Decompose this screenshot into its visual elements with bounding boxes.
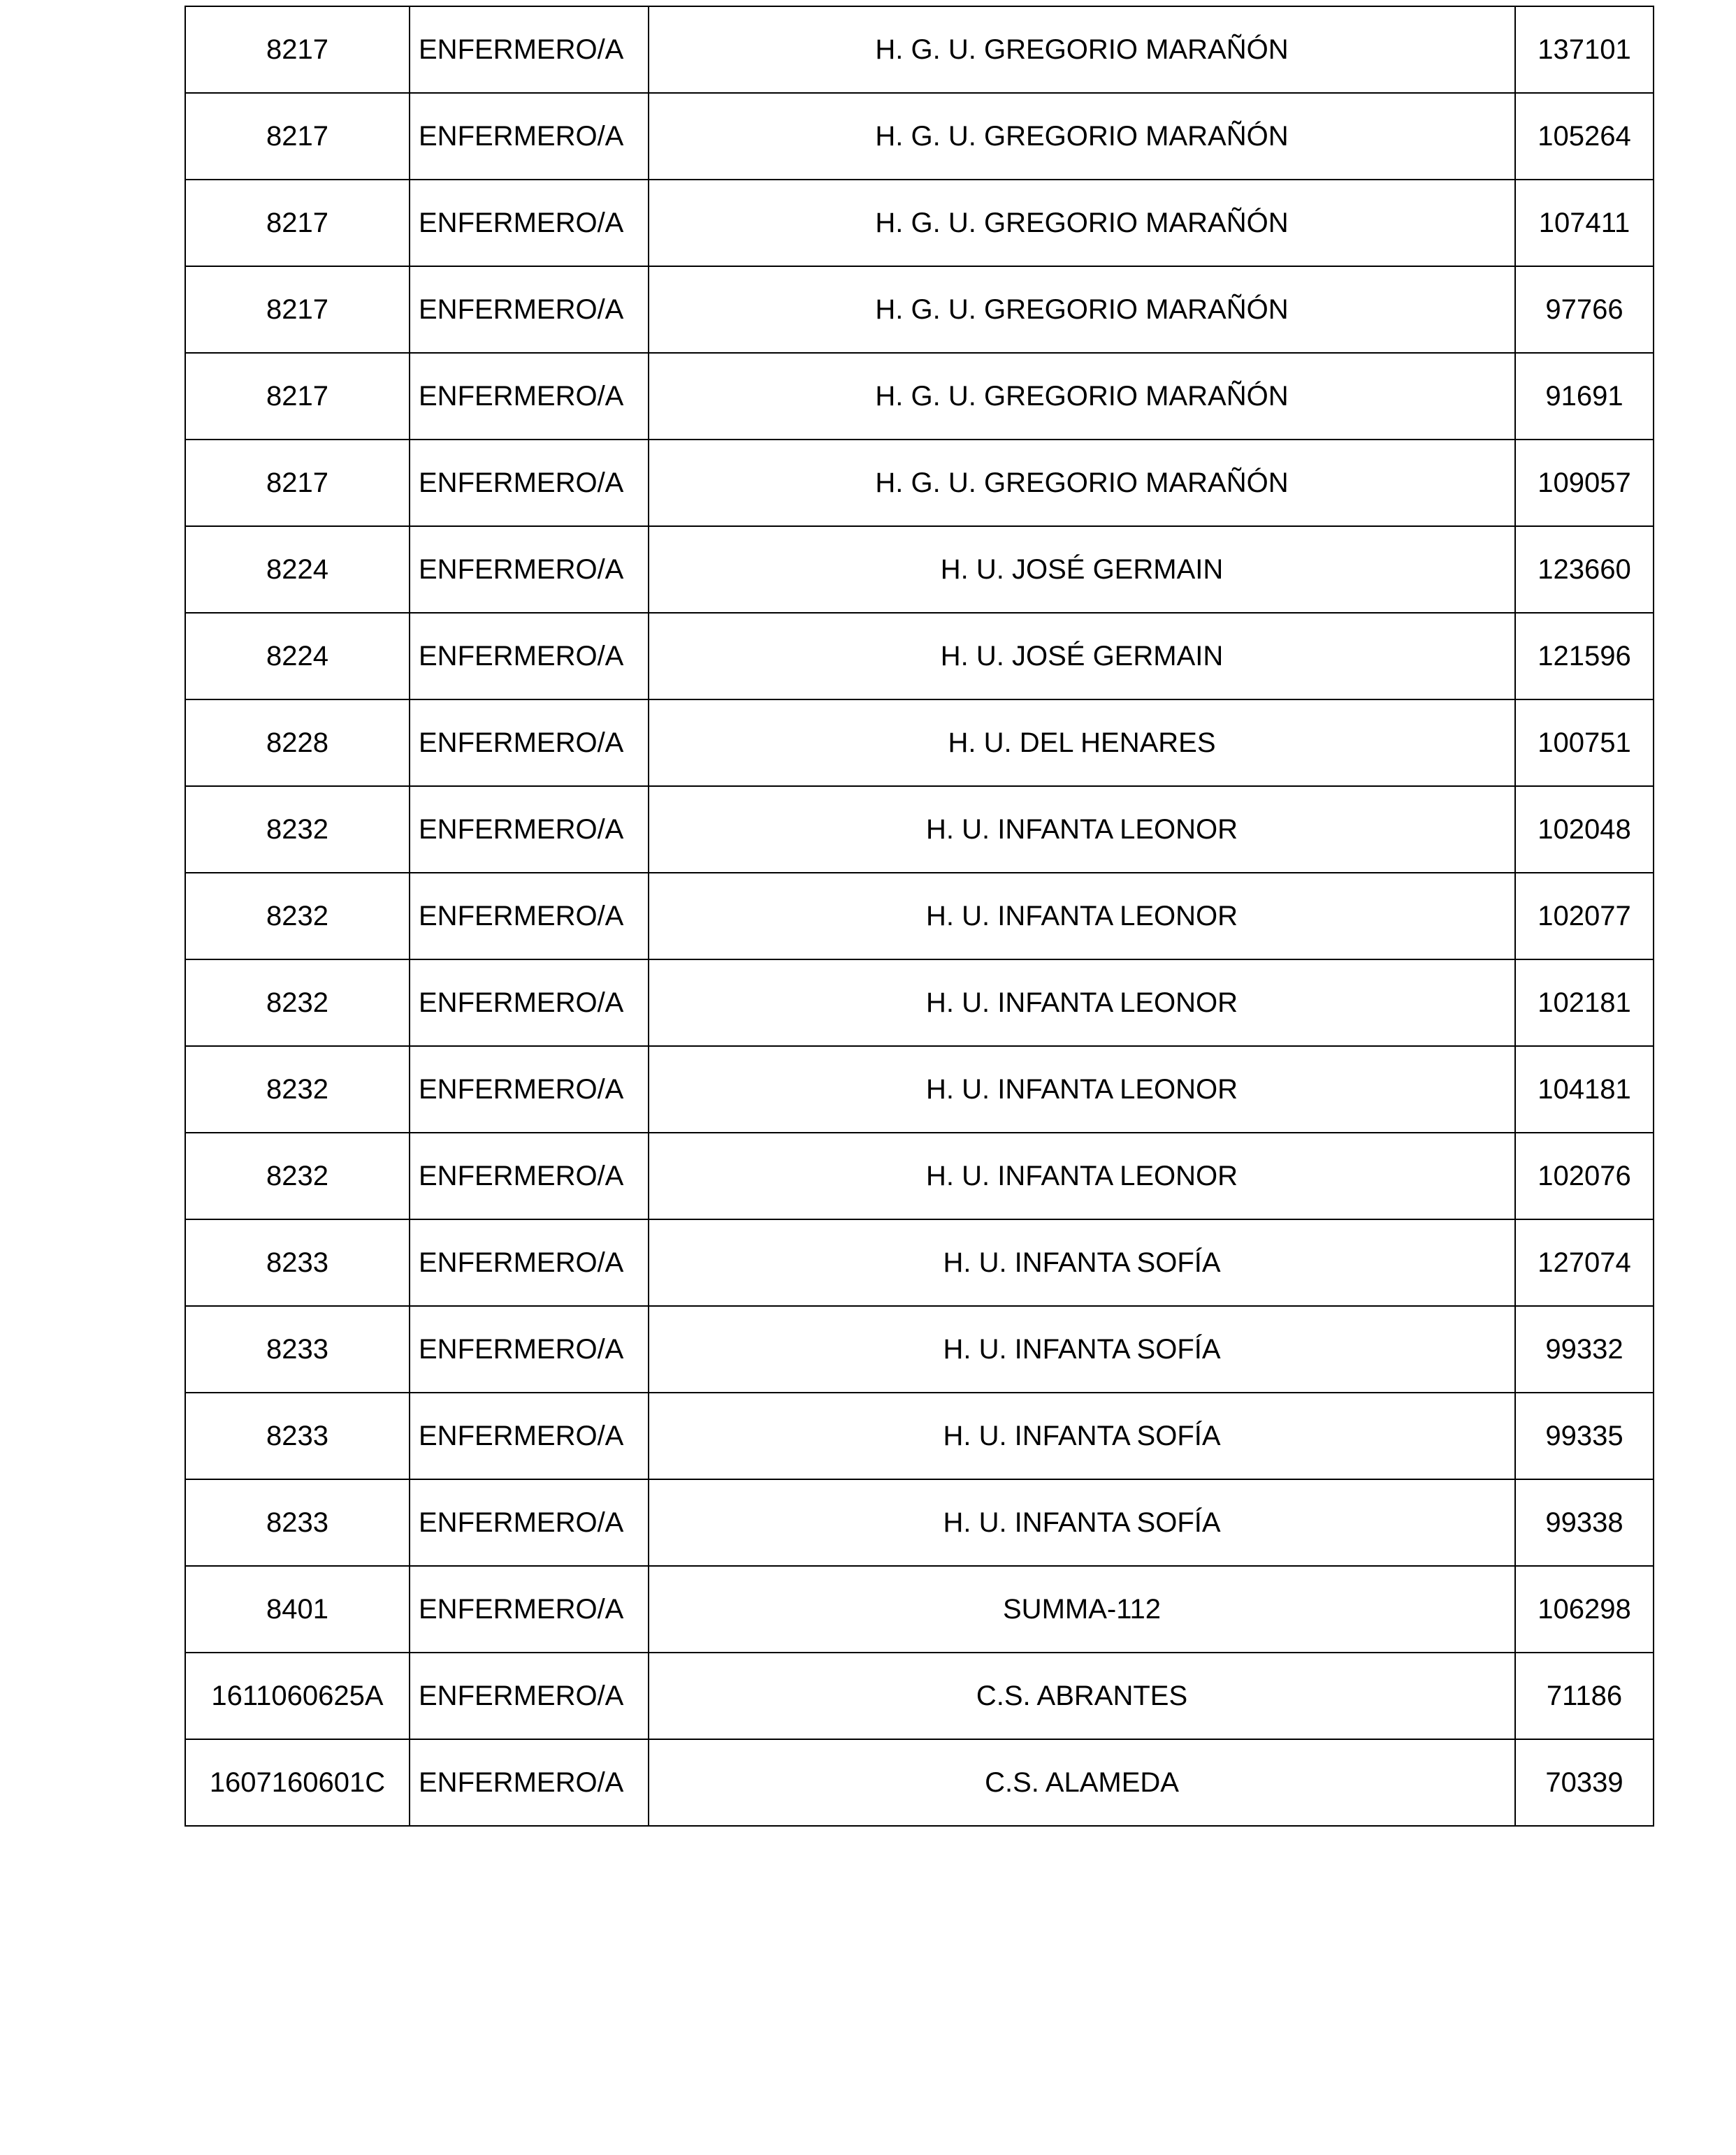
cell-category: ENFERMERO/A bbox=[410, 959, 649, 1046]
cell-category: ENFERMERO/A bbox=[410, 1479, 649, 1566]
cell-category: ENFERMERO/A bbox=[410, 1306, 649, 1393]
cell-category: ENFERMERO/A bbox=[410, 613, 649, 699]
cell-number: 102076 bbox=[1515, 1133, 1654, 1219]
cell-code: 8217 bbox=[185, 266, 410, 353]
table-row bbox=[185, 526, 1654, 613]
cell-number: 97766 bbox=[1515, 266, 1654, 353]
table-body bbox=[185, 6, 1654, 1826]
cell-code: 8217 bbox=[185, 180, 410, 266]
cell-center: H. U. INFANTA LEONOR bbox=[649, 786, 1515, 873]
cell-number: 99335 bbox=[1515, 1393, 1654, 1479]
cell-code: 8232 bbox=[185, 959, 410, 1046]
cell-number: 104181 bbox=[1515, 1046, 1654, 1133]
table-row bbox=[185, 1739, 1654, 1826]
cell-center: H. U. INFANTA SOFÍA bbox=[649, 1393, 1515, 1479]
cell-category: ENFERMERO/A bbox=[410, 786, 649, 873]
cell-center: SUMMA-112 bbox=[649, 1566, 1515, 1653]
cell-center: H. G. U. GREGORIO MARAÑÓN bbox=[649, 180, 1515, 266]
cell-category: ENFERMERO/A bbox=[410, 1046, 649, 1133]
cell-center: H. U. JOSÉ GERMAIN bbox=[649, 526, 1515, 613]
cell-center: H. U. INFANTA LEONOR bbox=[649, 1133, 1515, 1219]
cell-number: 99332 bbox=[1515, 1306, 1654, 1393]
table-row bbox=[185, 353, 1654, 440]
cell-center: H. G. U. GREGORIO MARAÑÓN bbox=[649, 93, 1515, 180]
cell-code: 8217 bbox=[185, 440, 410, 526]
table-row bbox=[185, 959, 1654, 1046]
cell-category: ENFERMERO/A bbox=[410, 1566, 649, 1653]
cell-number: 105264 bbox=[1515, 93, 1654, 180]
cell-number: 121596 bbox=[1515, 613, 1654, 699]
cell-category: ENFERMERO/A bbox=[410, 699, 649, 786]
cell-code: 8232 bbox=[185, 786, 410, 873]
table-row bbox=[185, 1046, 1654, 1133]
cell-center: H. U. INFANTA SOFÍA bbox=[649, 1306, 1515, 1393]
cell-number: 137101 bbox=[1515, 6, 1654, 93]
cell-center: H. U. INFANTA LEONOR bbox=[649, 873, 1515, 959]
cell-category: ENFERMERO/A bbox=[410, 180, 649, 266]
table-row bbox=[185, 873, 1654, 959]
cell-center: H. U. INFANTA LEONOR bbox=[649, 1046, 1515, 1133]
table-row bbox=[185, 1133, 1654, 1219]
cell-number: 100751 bbox=[1515, 699, 1654, 786]
cell-center: H. U. INFANTA SOFÍA bbox=[649, 1219, 1515, 1306]
table-row bbox=[185, 786, 1654, 873]
cell-center: H. G. U. GREGORIO MARAÑÓN bbox=[649, 6, 1515, 93]
cell-code: 8233 bbox=[185, 1219, 410, 1306]
cell-center: H. U. INFANTA SOFÍA bbox=[649, 1479, 1515, 1566]
table-row bbox=[185, 699, 1654, 786]
cell-code: 8233 bbox=[185, 1393, 410, 1479]
cell-category: ENFERMERO/A bbox=[410, 1653, 649, 1739]
cell-number: 107411 bbox=[1515, 180, 1654, 266]
cell-code: 8232 bbox=[185, 873, 410, 959]
cell-center: H. U. JOSÉ GERMAIN bbox=[649, 613, 1515, 699]
table-row bbox=[185, 1306, 1654, 1393]
cell-category: ENFERMERO/A bbox=[410, 266, 649, 353]
cell-code: 8224 bbox=[185, 526, 410, 613]
cell-number: 70339 bbox=[1515, 1739, 1654, 1826]
table-row bbox=[185, 1653, 1654, 1739]
cell-center: H. G. U. GREGORIO MARAÑÓN bbox=[649, 266, 1515, 353]
cell-code: 8232 bbox=[185, 1046, 410, 1133]
cell-center: C.S. ALAMEDA bbox=[649, 1739, 1515, 1826]
cell-code: 8217 bbox=[185, 93, 410, 180]
cell-code: 8217 bbox=[185, 6, 410, 93]
table-row bbox=[185, 1479, 1654, 1566]
cell-category: ENFERMERO/A bbox=[410, 1133, 649, 1219]
cell-number: 102048 bbox=[1515, 786, 1654, 873]
table-row bbox=[185, 1566, 1654, 1653]
cell-number: 123660 bbox=[1515, 526, 1654, 613]
cell-code: 8228 bbox=[185, 699, 410, 786]
table-row bbox=[185, 6, 1654, 93]
cell-category: ENFERMERO/A bbox=[410, 873, 649, 959]
table-row bbox=[185, 1219, 1654, 1306]
cell-category: ENFERMERO/A bbox=[410, 1739, 649, 1826]
cell-code: 1611060625A bbox=[185, 1653, 410, 1739]
table-row bbox=[185, 93, 1654, 180]
cell-number: 99338 bbox=[1515, 1479, 1654, 1566]
cell-category: ENFERMERO/A bbox=[410, 1393, 649, 1479]
cell-category: ENFERMERO/A bbox=[410, 93, 649, 180]
cell-center: H. U. DEL HENARES bbox=[649, 699, 1515, 786]
cell-number: 91691 bbox=[1515, 353, 1654, 440]
cell-category: ENFERMERO/A bbox=[410, 6, 649, 93]
cell-number: 106298 bbox=[1515, 1566, 1654, 1653]
table-row bbox=[185, 266, 1654, 353]
cell-number: 102181 bbox=[1515, 959, 1654, 1046]
cell-category: ENFERMERO/A bbox=[410, 353, 649, 440]
cell-center: C.S. ABRANTES bbox=[649, 1653, 1515, 1739]
table-row bbox=[185, 1393, 1654, 1479]
cell-center: H. G. U. GREGORIO MARAÑÓN bbox=[649, 353, 1515, 440]
cell-code: 8233 bbox=[185, 1306, 410, 1393]
cell-code: 8401 bbox=[185, 1566, 410, 1653]
cell-center: H. U. INFANTA LEONOR bbox=[649, 959, 1515, 1046]
cell-category: ENFERMERO/A bbox=[410, 440, 649, 526]
cell-number: 71186 bbox=[1515, 1653, 1654, 1739]
cell-code: 1607160601C bbox=[185, 1739, 410, 1826]
table-row bbox=[185, 440, 1654, 526]
table-row bbox=[185, 613, 1654, 699]
positions-table bbox=[185, 6, 1654, 1827]
cell-number: 109057 bbox=[1515, 440, 1654, 526]
cell-number: 102077 bbox=[1515, 873, 1654, 959]
cell-code: 8217 bbox=[185, 353, 410, 440]
cell-code: 8232 bbox=[185, 1133, 410, 1219]
cell-category: ENFERMERO/A bbox=[410, 526, 649, 613]
cell-code: 8224 bbox=[185, 613, 410, 699]
table-row bbox=[185, 180, 1654, 266]
cell-category: ENFERMERO/A bbox=[410, 1219, 649, 1306]
cell-center: H. G. U. GREGORIO MARAÑÓN bbox=[649, 440, 1515, 526]
cell-code: 8233 bbox=[185, 1479, 410, 1566]
cell-number: 127074 bbox=[1515, 1219, 1654, 1306]
